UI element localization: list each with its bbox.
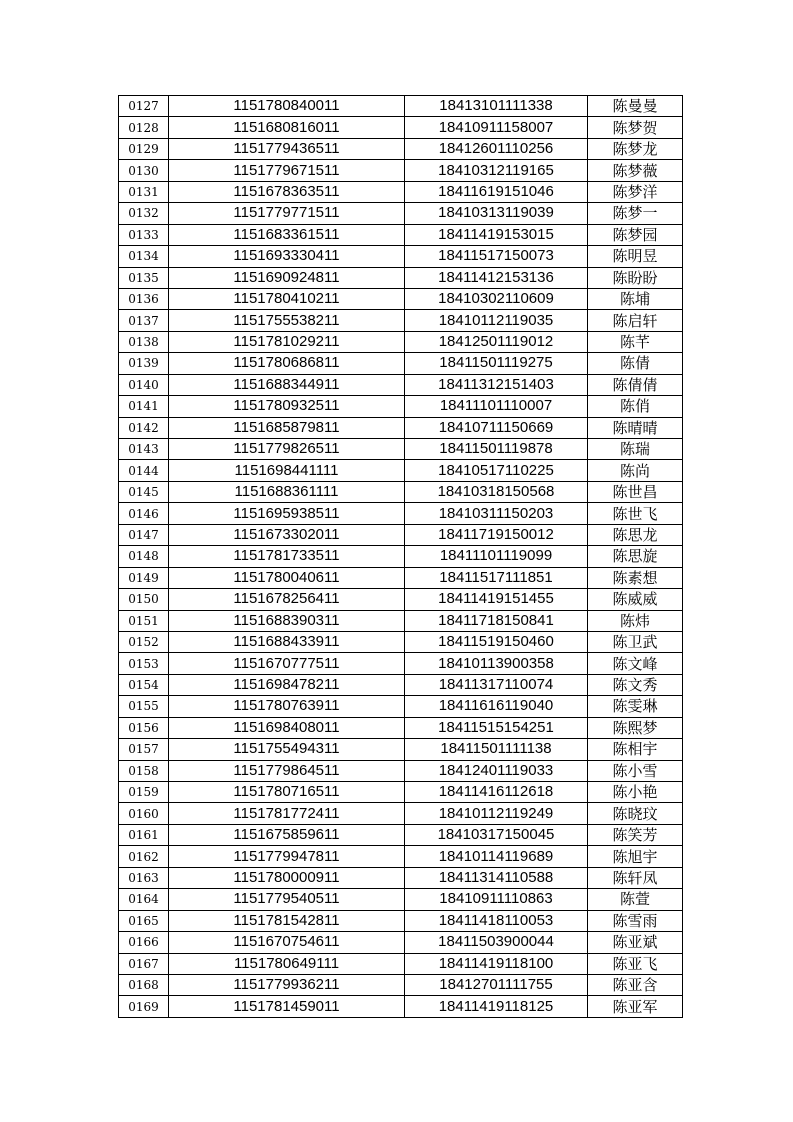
table-row xyxy=(119,439,683,460)
table-row xyxy=(119,953,683,974)
seq-cell: 0156 xyxy=(119,717,169,738)
id-number-cell: 18410517110225 xyxy=(405,460,588,481)
seq-cell: 0155 xyxy=(119,696,169,717)
name-cell: 陈相宇 xyxy=(588,739,683,760)
seq-cell: 0133 xyxy=(119,224,169,245)
id-number-cell: 18411101110007 xyxy=(405,396,588,417)
exam-number-cell: 1151780040611 xyxy=(169,567,405,588)
name-cell: 陈尚 xyxy=(588,460,683,481)
exam-number-cell: 1151781459011 xyxy=(169,996,405,1017)
id-number-cell: 18410113900358 xyxy=(405,653,588,674)
table-row xyxy=(119,974,683,995)
name-cell: 陈威威 xyxy=(588,589,683,610)
exam-number-cell: 1151690924811 xyxy=(169,267,405,288)
seq-cell: 0162 xyxy=(119,846,169,867)
exam-number-cell: 1151688433911 xyxy=(169,631,405,652)
table-row xyxy=(119,589,683,610)
id-number-cell: 18412601110256 xyxy=(405,138,588,159)
name-cell: 陈瑞 xyxy=(588,439,683,460)
seq-cell: 0147 xyxy=(119,524,169,545)
id-number-cell: 18411317110074 xyxy=(405,674,588,695)
seq-cell: 0145 xyxy=(119,481,169,502)
id-number-cell: 18410911158007 xyxy=(405,117,588,138)
seq-cell: 0169 xyxy=(119,996,169,1017)
document-page xyxy=(118,95,683,1018)
exam-number-cell: 1151688390311 xyxy=(169,610,405,631)
table-row xyxy=(119,224,683,245)
name-cell: 陈素想 xyxy=(588,567,683,588)
id-number-cell: 18411501119878 xyxy=(405,439,588,460)
id-number-cell: 18411517150073 xyxy=(405,246,588,267)
name-cell: 陈明昱 xyxy=(588,246,683,267)
table-row xyxy=(119,674,683,695)
seq-cell: 0137 xyxy=(119,310,169,331)
exam-number-cell: 1151780840011 xyxy=(169,96,405,117)
name-cell: 陈雪雨 xyxy=(588,910,683,931)
name-cell: 陈亚飞 xyxy=(588,953,683,974)
seq-cell: 0134 xyxy=(119,246,169,267)
seq-cell: 0153 xyxy=(119,653,169,674)
exam-number-cell: 1151688361111 xyxy=(169,481,405,502)
exam-number-cell: 1151688344911 xyxy=(169,374,405,395)
name-cell: 陈文秀 xyxy=(588,674,683,695)
exam-number-cell: 1151675859611 xyxy=(169,824,405,845)
table-row xyxy=(119,782,683,803)
table-row xyxy=(119,524,683,545)
exam-number-cell: 1151678363511 xyxy=(169,181,405,202)
table-row xyxy=(119,739,683,760)
table-row xyxy=(119,824,683,845)
id-number-cell: 18411503900044 xyxy=(405,932,588,953)
id-number-cell: 18411412153136 xyxy=(405,267,588,288)
seq-cell: 0139 xyxy=(119,353,169,374)
exam-number-cell: 1151670754611 xyxy=(169,932,405,953)
name-cell: 陈梦贺 xyxy=(588,117,683,138)
seq-cell: 0142 xyxy=(119,417,169,438)
name-cell: 陈旭宇 xyxy=(588,846,683,867)
exam-number-cell: 1151781733511 xyxy=(169,546,405,567)
table-row xyxy=(119,996,683,1017)
name-cell: 陈小艳 xyxy=(588,782,683,803)
seq-cell: 0136 xyxy=(119,288,169,309)
table-row xyxy=(119,696,683,717)
name-cell: 陈埔 xyxy=(588,288,683,309)
name-cell: 陈梦龙 xyxy=(588,138,683,159)
name-cell: 陈倩倩 xyxy=(588,374,683,395)
exam-number-cell: 1151685879811 xyxy=(169,417,405,438)
exam-number-cell: 1151693330411 xyxy=(169,246,405,267)
name-cell: 陈亚斌 xyxy=(588,932,683,953)
seq-cell: 0157 xyxy=(119,739,169,760)
table-row xyxy=(119,310,683,331)
name-cell: 陈炜 xyxy=(588,610,683,631)
table-row xyxy=(119,203,683,224)
id-number-cell: 18411619151046 xyxy=(405,181,588,202)
table-row xyxy=(119,374,683,395)
name-cell: 陈亚含 xyxy=(588,974,683,995)
name-cell: 陈盼盼 xyxy=(588,267,683,288)
name-cell: 陈文峰 xyxy=(588,653,683,674)
id-number-cell: 18411419118100 xyxy=(405,953,588,974)
id-number-cell: 18410911110863 xyxy=(405,889,588,910)
seq-cell: 0159 xyxy=(119,782,169,803)
table-row xyxy=(119,460,683,481)
table-row xyxy=(119,610,683,631)
name-cell: 陈俏 xyxy=(588,396,683,417)
id-number-cell: 18410317150045 xyxy=(405,824,588,845)
exam-number-cell: 1151779864511 xyxy=(169,760,405,781)
name-cell: 陈笑芳 xyxy=(588,824,683,845)
name-cell: 陈世昌 xyxy=(588,481,683,502)
table-row xyxy=(119,631,683,652)
table-row xyxy=(119,760,683,781)
table-row xyxy=(119,417,683,438)
table-row xyxy=(119,889,683,910)
id-number-cell: 18410112119035 xyxy=(405,310,588,331)
table-row xyxy=(119,717,683,738)
exam-number-cell: 1151698408011 xyxy=(169,717,405,738)
seq-cell: 0141 xyxy=(119,396,169,417)
name-cell: 陈梦园 xyxy=(588,224,683,245)
id-number-cell: 18411418110053 xyxy=(405,910,588,931)
exam-number-cell: 1151780716511 xyxy=(169,782,405,803)
id-number-cell: 18411517111851 xyxy=(405,567,588,588)
name-cell: 陈萱 xyxy=(588,889,683,910)
table-row xyxy=(119,481,683,502)
table-row xyxy=(119,160,683,181)
seq-cell: 0130 xyxy=(119,160,169,181)
name-cell: 陈卫武 xyxy=(588,631,683,652)
exam-number-cell: 1151680816011 xyxy=(169,117,405,138)
exam-number-cell: 1151695938511 xyxy=(169,503,405,524)
exam-number-cell: 1151779671511 xyxy=(169,160,405,181)
id-number-cell: 18411314110588 xyxy=(405,867,588,888)
table-row xyxy=(119,288,683,309)
seq-cell: 0129 xyxy=(119,138,169,159)
exam-number-cell: 1151698441111 xyxy=(169,460,405,481)
exam-number-cell: 1151781029211 xyxy=(169,331,405,352)
seq-cell: 0165 xyxy=(119,910,169,931)
seq-cell: 0135 xyxy=(119,267,169,288)
name-cell: 陈亚军 xyxy=(588,996,683,1017)
id-number-cell: 18411312151403 xyxy=(405,374,588,395)
name-cell: 陈梦薇 xyxy=(588,160,683,181)
name-cell: 陈晓玟 xyxy=(588,803,683,824)
id-number-cell: 18410114119689 xyxy=(405,846,588,867)
id-number-cell: 18411419151455 xyxy=(405,589,588,610)
id-number-cell: 18412401119033 xyxy=(405,760,588,781)
name-cell: 陈晴晴 xyxy=(588,417,683,438)
exam-number-cell: 1151780410211 xyxy=(169,288,405,309)
id-number-cell: 18411416112618 xyxy=(405,782,588,803)
id-number-cell: 18410318150568 xyxy=(405,481,588,502)
seq-cell: 0166 xyxy=(119,932,169,953)
seq-cell: 0167 xyxy=(119,953,169,974)
table-row xyxy=(119,932,683,953)
exam-number-cell: 1151673302011 xyxy=(169,524,405,545)
id-number-cell: 18411719150012 xyxy=(405,524,588,545)
name-cell: 陈启轩 xyxy=(588,310,683,331)
exam-number-cell: 1151755494311 xyxy=(169,739,405,760)
seq-cell: 0144 xyxy=(119,460,169,481)
id-number-cell: 18411718150841 xyxy=(405,610,588,631)
table-row xyxy=(119,867,683,888)
exam-number-cell: 1151780763911 xyxy=(169,696,405,717)
seq-cell: 0163 xyxy=(119,867,169,888)
name-cell: 陈雯琳 xyxy=(588,696,683,717)
name-cell: 陈思旋 xyxy=(588,546,683,567)
id-number-cell: 18413101111338 xyxy=(405,96,588,117)
exam-number-cell: 1151779936211 xyxy=(169,974,405,995)
seq-cell: 0140 xyxy=(119,374,169,395)
name-cell: 陈曼曼 xyxy=(588,96,683,117)
id-number-cell: 18411515154251 xyxy=(405,717,588,738)
id-number-cell: 18410112119249 xyxy=(405,803,588,824)
seq-cell: 0151 xyxy=(119,610,169,631)
seq-cell: 0158 xyxy=(119,760,169,781)
table-row xyxy=(119,267,683,288)
name-cell: 陈梦一 xyxy=(588,203,683,224)
name-cell: 陈思龙 xyxy=(588,524,683,545)
table-row xyxy=(119,331,683,352)
table-row xyxy=(119,653,683,674)
table-row xyxy=(119,246,683,267)
name-cell: 陈芊 xyxy=(588,331,683,352)
seq-cell: 0128 xyxy=(119,117,169,138)
table-row xyxy=(119,567,683,588)
seq-cell: 0161 xyxy=(119,824,169,845)
exam-number-cell: 1151670777511 xyxy=(169,653,405,674)
table-row xyxy=(119,96,683,117)
id-number-cell: 18411419153015 xyxy=(405,224,588,245)
exam-number-cell: 1151779826511 xyxy=(169,439,405,460)
table-row xyxy=(119,353,683,374)
table-row xyxy=(119,846,683,867)
seq-cell: 0132 xyxy=(119,203,169,224)
exam-number-cell: 1151683361511 xyxy=(169,224,405,245)
exam-number-cell: 1151779540511 xyxy=(169,889,405,910)
id-number-cell: 18411419118125 xyxy=(405,996,588,1017)
exam-number-cell: 1151781772411 xyxy=(169,803,405,824)
seq-cell: 0143 xyxy=(119,439,169,460)
seq-cell: 0146 xyxy=(119,503,169,524)
roster-table xyxy=(118,95,683,1018)
name-cell: 陈轩凤 xyxy=(588,867,683,888)
seq-cell: 0138 xyxy=(119,331,169,352)
name-cell: 陈世飞 xyxy=(588,503,683,524)
exam-number-cell: 1151678256411 xyxy=(169,589,405,610)
exam-number-cell: 1151780649111 xyxy=(169,953,405,974)
exam-number-cell: 1151779947811 xyxy=(169,846,405,867)
id-number-cell: 18411519150460 xyxy=(405,631,588,652)
id-number-cell: 18411501111138 xyxy=(405,739,588,760)
id-number-cell: 18411501119275 xyxy=(405,353,588,374)
id-number-cell: 18410312119165 xyxy=(405,160,588,181)
exam-number-cell: 1151780000911 xyxy=(169,867,405,888)
id-number-cell: 18410302110609 xyxy=(405,288,588,309)
id-number-cell: 18411101119099 xyxy=(405,546,588,567)
seq-cell: 0127 xyxy=(119,96,169,117)
exam-number-cell: 1151755538211 xyxy=(169,310,405,331)
exam-number-cell: 1151779771511 xyxy=(169,203,405,224)
name-cell: 陈熙梦 xyxy=(588,717,683,738)
name-cell: 陈梦洋 xyxy=(588,181,683,202)
roster-table-body xyxy=(119,96,683,1018)
seq-cell: 0150 xyxy=(119,589,169,610)
seq-cell: 0131 xyxy=(119,181,169,202)
exam-number-cell: 1151780932511 xyxy=(169,396,405,417)
table-row xyxy=(119,910,683,931)
seq-cell: 0152 xyxy=(119,631,169,652)
table-row xyxy=(119,546,683,567)
id-number-cell: 18410313119039 xyxy=(405,203,588,224)
table-row xyxy=(119,117,683,138)
seq-cell: 0164 xyxy=(119,889,169,910)
seq-cell: 0160 xyxy=(119,803,169,824)
exam-number-cell: 1151698478211 xyxy=(169,674,405,695)
id-number-cell: 18412701111755 xyxy=(405,974,588,995)
exam-number-cell: 1151781542811 xyxy=(169,910,405,931)
table-row xyxy=(119,138,683,159)
seq-cell: 0154 xyxy=(119,674,169,695)
table-row xyxy=(119,181,683,202)
table-row xyxy=(119,503,683,524)
seq-cell: 0149 xyxy=(119,567,169,588)
seq-cell: 0148 xyxy=(119,546,169,567)
name-cell: 陈倩 xyxy=(588,353,683,374)
id-number-cell: 18410711150669 xyxy=(405,417,588,438)
exam-number-cell: 1151779436511 xyxy=(169,138,405,159)
seq-cell: 0168 xyxy=(119,974,169,995)
id-number-cell: 18410311150203 xyxy=(405,503,588,524)
id-number-cell: 18412501119012 xyxy=(405,331,588,352)
table-row xyxy=(119,396,683,417)
table-row xyxy=(119,803,683,824)
name-cell: 陈小雪 xyxy=(588,760,683,781)
exam-number-cell: 1151780686811 xyxy=(169,353,405,374)
id-number-cell: 18411616119040 xyxy=(405,696,588,717)
